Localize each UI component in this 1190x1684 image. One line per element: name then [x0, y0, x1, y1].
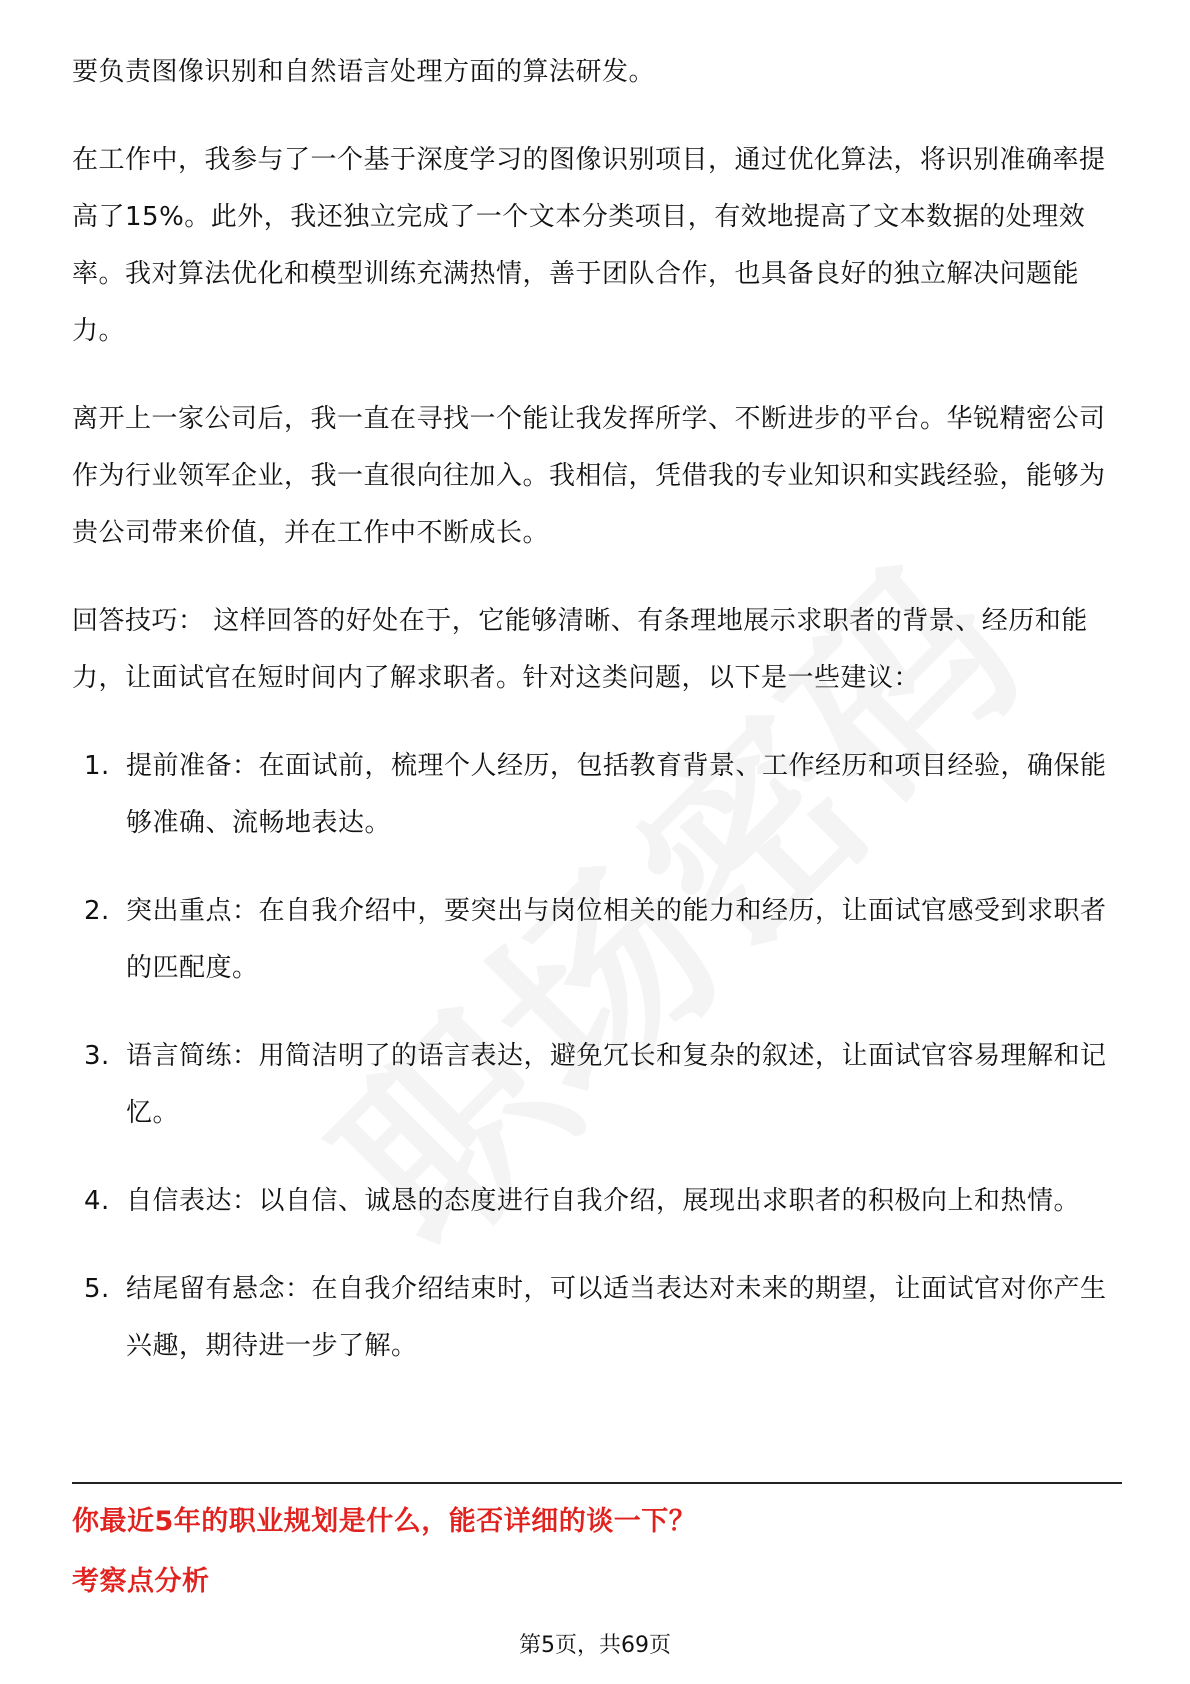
list-item [72, 1261, 1122, 1375]
list-item [72, 738, 1122, 852]
paragraph-3: 离开上一家公司后，我一直在寻找一个能让我发挥所学、不断进步的平台。华锐精密公司作为行业领军企业，我一直很向往加入。我相信，凭借我的专业知识和实践经验，能够为贵公司带来价值，并在工作中不断成长。 [72, 404, 1106, 548]
list-item-text: 结尾留有悬念：在自我介绍结束时，可以适当表达对未来的期望，让面试官对你产生兴趣，期待进一步了解。 [126, 1274, 1107, 1361]
answer-tips-paragraph: 回答技巧： 这样回答的好处在于，它能够清晰、有条理地展示求职者的背景、经历和能力，让面试官在短时间内了解求职者。针对这类问题，以下是一些建议： [72, 606, 1088, 693]
paragraph-1: 要负责图像识别和自然语言处理方面的算法研发。 [72, 57, 656, 87]
list-item [72, 883, 1122, 997]
list-item-number: 3. [84, 1041, 110, 1071]
page-number-footer: 第5页，共69页 [519, 1633, 671, 1658]
analysis-heading: 考察点分析 [72, 1566, 210, 1597]
paragraph-2: 在工作中，我参与了一个基于深度学习的图像识别项目，通过优化算法，将识别准确率提高了15%。此外，我还独立完成了一个文本分类项目，有效地提高了文本数据的处理效率。我对算法优化和模型训练充满热情，善于团队合作，也具备良好的独立解决问题能力。 [72, 145, 1106, 346]
list-item-text: 语言简练：用简洁明了的语言表达，避免冗长和复杂的叙述，让面试官容易理解和记忆。 [126, 1041, 1107, 1128]
tips-list [72, 738, 1122, 1375]
section-divider [72, 1482, 1122, 1484]
list-item-number: 5. [84, 1274, 110, 1304]
page-content [72, 44, 1122, 1406]
list-item-number: 4. [84, 1186, 110, 1216]
list-item [72, 1173, 1122, 1230]
list-item-text: 提前准备：在面试前，梳理个人经历，包括教育背景、工作经历和项目经验，确保能够准确、流畅地表达。 [126, 751, 1107, 838]
question-heading: 你最近5年的职业规划是什么，能否详细的谈一下？ [72, 1506, 697, 1537]
list-item [72, 1028, 1122, 1142]
list-item-text: 突出重点：在自我介绍中，要突出与岗位相关的能力和经历，让面试官感受到求职者的匹配度。 [126, 896, 1107, 983]
list-item-number: 2. [84, 896, 110, 926]
list-item-text: 自信表达：以自信、诚恳的态度进行自我介绍，展现出求职者的积极向上和热情。 [126, 1186, 1081, 1216]
list-item-number: 1. [84, 751, 110, 781]
